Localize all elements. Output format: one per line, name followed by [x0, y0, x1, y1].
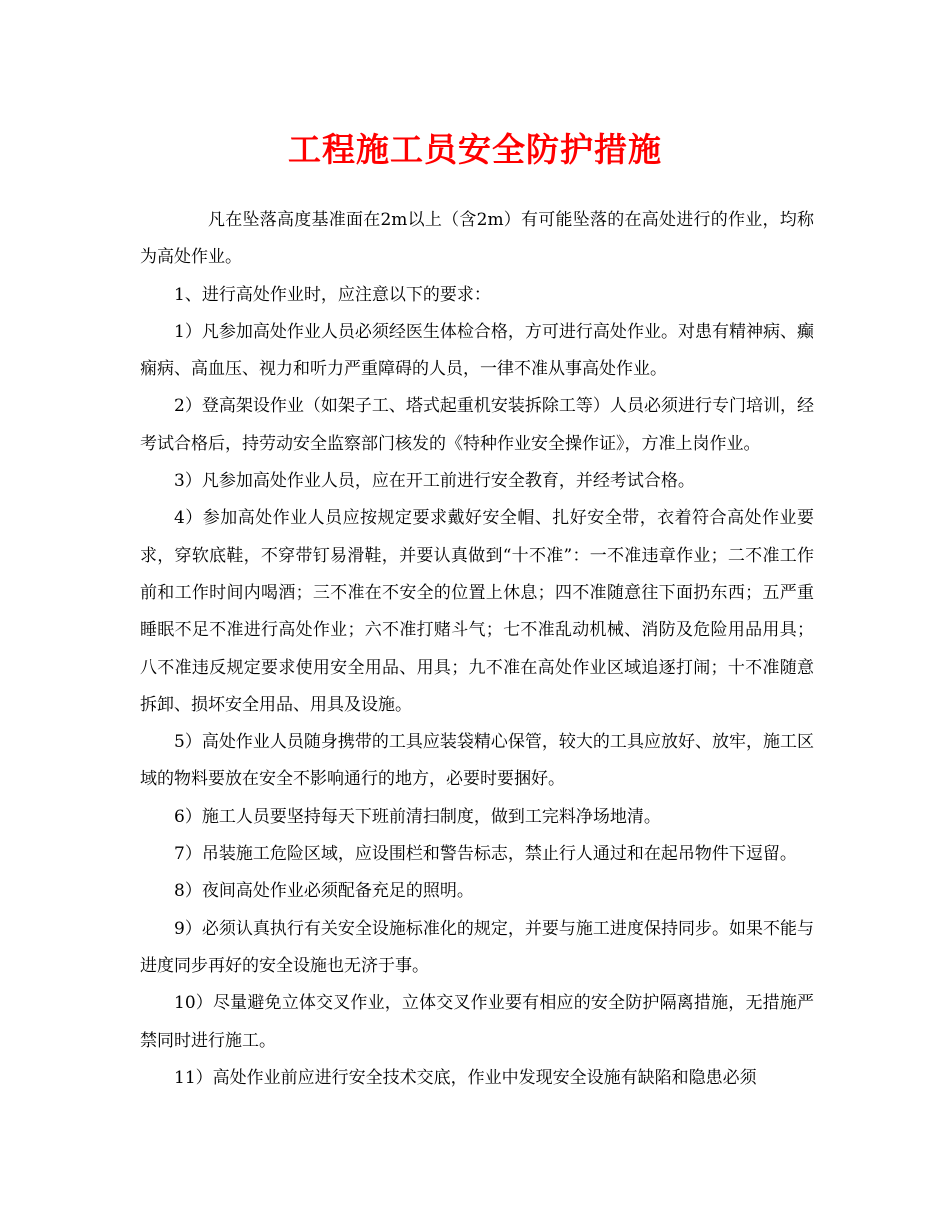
document-body — [140, 202, 814, 1097]
document-title: 工程施工员安全防护措施 — [288, 130, 662, 169]
paragraph-item-9: 9）必须认真执行有关安全设施标准化的规定，并要与施工进度保持同步。如果不能与进度同步再好的安全设施也无济于事。 — [140, 918, 814, 976]
paragraph-item-6: 6）施工人员要坚持每天下班前清扫制度，做到工完料净场地清。 — [174, 806, 661, 827]
paragraph-section-1: 1、进行高处作业时，应注意以下的要求： — [174, 284, 491, 305]
paragraph-intro: 凡在坠落高度基准面在2m以上（含2m）有可能坠落的在高处进行的作业，均称为高处作业。 — [140, 210, 814, 268]
paragraph-item-10: 10）尽量避免立体交叉作业，立体交叉作业要有相应的安全防护隔离措施，无措施严禁同时进行施工。 — [140, 993, 814, 1051]
paragraph-item-5: 5）高处作业人员随身携带的工具应装袋精心保管，较大的工具应放好、放牢，施工区域的物料要放在安全不影响通行的地方，必要时要捆好。 — [140, 732, 814, 790]
paragraph-item-3: 3）凡参加高处作业人员，应在开工前进行安全教育，并经考试合格。 — [174, 471, 695, 492]
paragraph-item-7: 7）吊装施工危险区域，应设围栏和警告标志，禁止行人通过和在起吊物件下逗留。 — [174, 844, 797, 865]
paragraph-item-11: 11）高处作业前应进行安全技术交底，作业中发现安全设施有缺陷和隐患必须 — [174, 1067, 757, 1088]
paragraph-item-1: 1）凡参加高处作业人员必须经医生体检合格，方可进行高处作业。对患有精神病、癫痫病、高血压、视力和听力严重障碍的人员，一律不准从事高处作业。 — [140, 321, 814, 380]
paragraph-item-4: 4）参加高处作业人员应按规定要求戴好安全帽、扎好安全带，衣着符合高处作业要求，穿软底鞋，不穿带钉易滑鞋，并要认真做到“十不准”：一不准违章作业；二不准工作前和工作时间内喝酒；三不准在不安全的位置上休息；四不准随意往下面扔东西；五严重睡眠不足不准进行高处作业；六不准打赌斗气；七不准乱动机械、消防及危险用品用具；八不准违反规定要求使用安全用品、用具；九不准在高处作业区域追逐打闹；十不准随意拆卸、损坏安全用品、用具及设施。 — [140, 508, 814, 715]
paragraph-item-8: 8）夜间高处作业必须配备充足的照明。 — [174, 881, 474, 902]
paragraph-item-2: 2）登高架设作业（如架子工、塔式起重机安装拆除工等）人员必须进行专门培训，经考试合格后，持劳动安全监察部门核发的《特种作业安全操作证》，方准上岗作业。 — [140, 396, 814, 454]
